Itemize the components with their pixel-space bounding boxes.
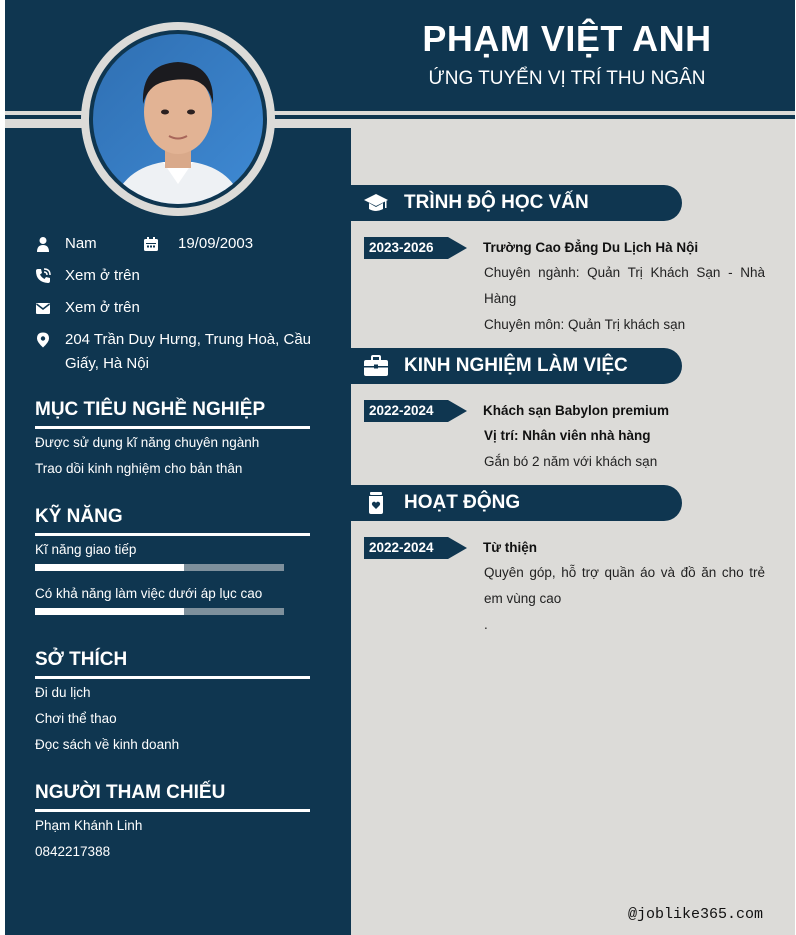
- phone-icon: [35, 268, 51, 284]
- email-icon: [35, 300, 51, 316]
- charity-jar-icon: [364, 492, 388, 514]
- education-date-tag: [364, 237, 468, 259]
- watermark: @joblike365.com: [627, 906, 763, 923]
- skill-bar-fill: [35, 608, 184, 615]
- education-school: Trường Cao Đẳng Du Lịch Hà Nội: [483, 240, 699, 255]
- hobbies-rule: [35, 676, 310, 679]
- hobby-item: Chơi thể thao: [35, 711, 117, 726]
- candidate-name: PHẠM VIỆT ANH: [422, 18, 712, 59]
- skill-name: Kĩ năng giao tiếp: [35, 542, 137, 557]
- hobby-item: Đi du lịch: [35, 685, 91, 700]
- address-line2: Giấy, Hà Nội: [65, 355, 149, 372]
- skills-title: KỸ NĂNG: [35, 506, 123, 527]
- activities-detail: Quyên góp, hỗ trợ quần áo và đồ ăn cho trẻ em vùng cao: [484, 565, 765, 606]
- objective-item: Trao dồi kinh nghiệm cho bản thân: [35, 461, 243, 476]
- objective-rule: [35, 426, 310, 429]
- experience-role: Vị trí: Nhân viên nhà hàng: [484, 428, 651, 443]
- education-major: Chuyên ngành: Quản Trị Khách Sạn - Nhà Hàng: [484, 265, 765, 306]
- skill-bar: [35, 608, 284, 615]
- person-icon: [35, 236, 51, 252]
- skills-rule: [35, 533, 310, 536]
- experience-date-tag: [364, 400, 468, 422]
- cv-page: [5, 0, 795, 935]
- activities-heading: [351, 485, 682, 521]
- hobby-item: Đọc sách về kinh doanh: [35, 737, 180, 752]
- phone-value: Xem ở trên: [65, 267, 140, 284]
- experience-title: KINH NGHIỆM LÀM VIỆC: [404, 355, 628, 376]
- activities-note: .: [484, 617, 488, 632]
- location-pin-icon: [35, 332, 51, 348]
- address-line1: 204 Trần Duy Hưng, Trung Hoà, Cầu: [65, 331, 312, 348]
- experience-heading: [351, 348, 682, 384]
- skill-name: Có khả năng làm việc dưới áp lục cao: [35, 586, 263, 601]
- activities-name: Từ thiện: [483, 540, 538, 555]
- skill-bar-fill: [35, 564, 184, 571]
- references-title: NGƯỜI THAM CHIẾU: [35, 782, 226, 803]
- avatar-frame: [81, 22, 275, 216]
- education-date: 2023-2026: [369, 240, 434, 255]
- birthday-value: 19/09/2003: [178, 235, 254, 252]
- references-rule: [35, 809, 310, 812]
- objective-title: MỤC TIÊU NGHỀ NGHIỆP: [35, 399, 266, 420]
- hobbies-title: SỞ THÍCH: [35, 649, 128, 670]
- experience-detail: Gắn bó 2 năm với khách sạn: [484, 454, 658, 469]
- portrait-photo: [93, 34, 263, 204]
- gender-value: Nam: [65, 235, 97, 252]
- experience-date: 2022-2024: [369, 403, 434, 418]
- objective-item: Được sử dụng kĩ năng chuyên ngành: [35, 435, 260, 450]
- experience-company: Khách sạn Babylon premium: [483, 403, 670, 418]
- activities-date: 2022-2024: [369, 540, 434, 555]
- education-heading: [351, 185, 682, 221]
- skill-bar: [35, 564, 284, 571]
- email-value: Xem ở trên: [65, 299, 140, 316]
- reference-name: Phạm Khánh Linh: [35, 818, 143, 833]
- reference-phone: 0842217388: [35, 844, 111, 859]
- applied-position: ỨNG TUYỂN VỊ TRÍ THU NGÂN: [428, 68, 706, 89]
- activities-date-tag: [364, 537, 468, 559]
- education-title: TRÌNH ĐỘ HỌC VẤN: [404, 192, 589, 213]
- calendar-icon: [143, 236, 159, 252]
- briefcase-icon: [364, 355, 388, 377]
- graduation-cap-icon: [364, 192, 388, 214]
- education-specialty: Chuyên môn: Quản Trị khách sạn: [484, 317, 686, 332]
- activities-title: HOẠT ĐỘNG: [404, 492, 521, 513]
